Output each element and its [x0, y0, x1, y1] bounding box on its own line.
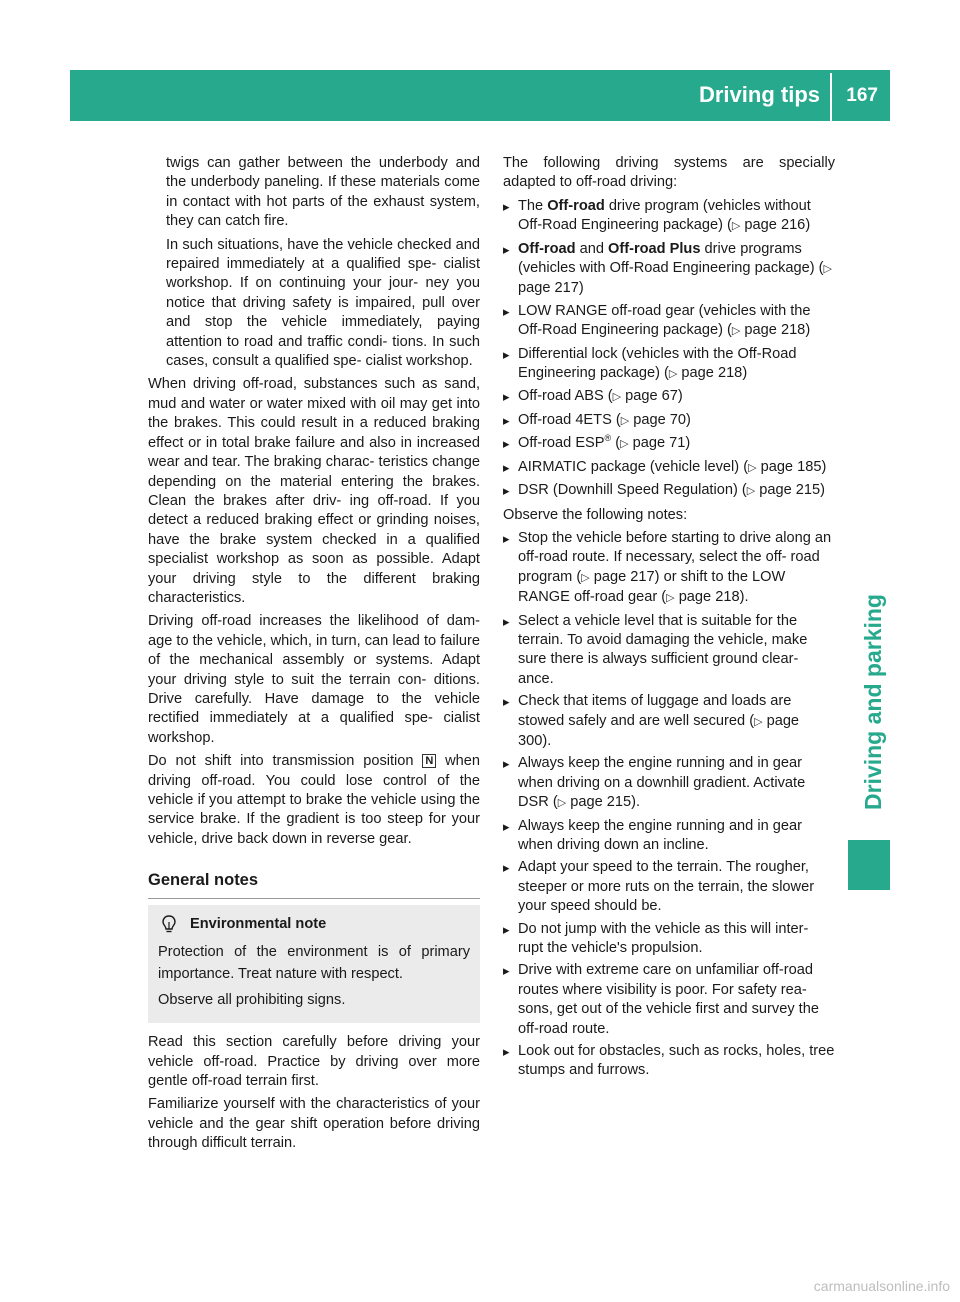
reference-arrow-icon: ▷ [557, 797, 567, 810]
reference-arrow-icon: ▷ [581, 571, 590, 584]
note-item [503, 920, 835, 959]
page-number: 167 [846, 85, 878, 106]
text-run: Off-road ABS ( [518, 388, 613, 405]
reference-arrow-icon: ▷ [666, 592, 675, 605]
paragraph: Read this section carefully before driving your vehicle off-road. Practice by driving over more gentle off-road terrain first. [148, 1034, 480, 1090]
reference-arrow-icon: ▷ [620, 438, 629, 451]
registered-mark: ® [604, 433, 612, 444]
reference-arrow-icon: ▷ [731, 220, 741, 233]
environmental-note-header [158, 913, 470, 935]
page-reference[interactable]: ▷ page 218 [731, 322, 806, 339]
paragraph: twigs can gather between the underbody and the underbody paneling. If these materials come in contact with hot parts of the exhaust system, they can catch fire. [166, 155, 480, 230]
header-divider [830, 73, 832, 121]
paragraph [148, 752, 480, 849]
notes-list [503, 529, 835, 1081]
chapter-tab-marker [848, 840, 890, 890]
paragraph: The following driving systems are specially adapted to off-road driving: [503, 155, 835, 191]
page-reference[interactable]: ▷ page 217 [581, 568, 655, 585]
note-item [503, 961, 835, 1039]
program-name: Off-road Plus [608, 240, 701, 257]
text-run: ) [805, 322, 811, 339]
environmental-note-title: Environmental note [190, 915, 327, 932]
text-run: Select a vehicle level that is suitable for the terrain. To avoid damaging the vehicle, make sure there is always sufficient ground clear- ance. [518, 612, 808, 687]
reference-arrow-icon: ▷ [731, 325, 741, 338]
note-item [503, 817, 835, 856]
reference-arrow-icon: ▷ [620, 414, 630, 427]
text-run: LOW RANGE off-road gear (vehicles with the Off-Road Engineering package) ( [518, 302, 811, 339]
driving-system-item [503, 387, 835, 407]
page-reference[interactable]: ▷ page 216 [731, 217, 806, 234]
text-run: Differential lock (vehicles with the Off-Road Engineering package) ( [518, 345, 797, 382]
program-name: Off-road [547, 197, 605, 214]
page-reference[interactable]: ▷ page 185 [748, 458, 822, 475]
environmental-note-box [148, 905, 480, 1023]
text-run: and [575, 240, 609, 257]
page-reference[interactable]: ▷ page 70 [620, 411, 687, 428]
text-run: Off-road ESP [518, 435, 605, 452]
page-reference[interactable]: ▷ page 71 [620, 435, 686, 452]
text-run: Check that items of luggage and loads are stowed safely and are well secured ( [518, 693, 792, 729]
text-run: ) or shift to the LOW RANGE off-road gear ( [518, 568, 786, 606]
driving-system-item [503, 240, 835, 299]
driving-system-item [503, 458, 835, 478]
section-header-title: Driving tips [698, 82, 820, 107]
chapter-side-label [860, 594, 886, 820]
note-item [503, 612, 835, 690]
paragraph: In such situations, have the vehicle checked and repaired immediately at a qualified spe- cialist workshop. If on continuing your jour- ney you notice that driving safety is impaired, pull over and stop the vehicle immediately, paying attention to road and traffic condi- tions. In such cases, consult a qualified spe- cialist workshop. [166, 236, 480, 370]
driving-system-item [503, 345, 835, 385]
text-run: ). [739, 589, 749, 606]
text-run: ). [631, 794, 641, 811]
text-run: ( [611, 435, 621, 452]
text-run: Do not shift into transmission position [148, 753, 423, 770]
driving-system-item [503, 302, 835, 342]
text-run: ). [542, 732, 552, 749]
text-run: Always keep the engine running and in gear when driving down an incline. [518, 817, 802, 853]
text-run: ) [742, 365, 748, 382]
driving-system-item [503, 481, 835, 501]
driving-system-item [503, 434, 835, 454]
paragraph: Driving off-road increases the likelihood of dam- age to the vehicle, which, in turn, can lead to failure of the mechanical assembly or systems. Adapt your driving style to suit the terrain con- ditions. Drive carefully. Have damage to the vehicle rectified immediately at a qualified spe- cialist workshop. [148, 613, 480, 746]
text-run: Look out for obstacles, such as rocks, holes, tree stumps and furrows. [518, 1043, 835, 1079]
text-run: drive programs (vehicles with Off-Road Engineering package) ( [518, 240, 824, 277]
note-item [503, 1042, 835, 1081]
reference-arrow-icon: ▷ [754, 715, 763, 728]
text-run: when driving off-road. You could lose control of the vehicle if you attempt to brake the vehicle using the service brake. If the gradient is too steep for your vehicle, drive back down in reverse gear. [148, 753, 480, 847]
program-name: Off-road [518, 240, 576, 257]
driving-systems-list [503, 197, 835, 502]
watermark: carmanualsonline.info [813, 1277, 950, 1294]
text-run: Always keep the engine running and in gear when driving on a downhill gradient. Activate DSR ( [518, 755, 806, 811]
text-run: ) [821, 458, 827, 475]
paragraph: When driving off-road, substances such as sand, mud and water or water mixed with oil may get into the brakes. This could result in a reduced braking effect or in total brake failure and also in increased wear and tear. The braking charac- teristics change depending on the material entering the brakes. Clean the brakes after driv- ing off-road. If you detect a reduced braking effect or grinding noises, have the brake system checked in a qualified specialist workshop as soon as possible. Adapt your driving style to the different braking characteristics. [148, 376, 480, 606]
page-reference[interactable]: ▷ page 300 [518, 712, 800, 749]
text-run: DSR (Downhill Speed Regulation) ( [518, 482, 747, 499]
page-reference[interactable]: ▷ page 218 [666, 589, 740, 606]
reference-arrow-icon: ▷ [612, 391, 622, 404]
text-run: ) [686, 411, 691, 428]
reference-arrow-icon: ▷ [668, 368, 678, 381]
header-bar [70, 70, 890, 121]
page-reference[interactable]: ▷ page 215 [557, 794, 632, 811]
text-run: Adapt your speed to the terrain. The rougher, steeper or more ruts on the terrain, the slower your speed should be. [518, 859, 815, 915]
text-run: ) [805, 217, 811, 234]
text-run: ) [578, 280, 584, 297]
environmental-note-text: Protection of the environment is of primary importance. Treat nature with respect. [158, 944, 470, 983]
text-run: AIRMATIC package (vehicle level) ( [518, 458, 749, 475]
text-run: drive program (vehicles without Off-Road Engineering package) ( [518, 197, 811, 234]
reference-arrow-icon: ▷ [748, 461, 757, 474]
driving-system-item [503, 197, 835, 237]
lightbulb-icon [158, 913, 180, 935]
text-run: Stop the vehicle before starting to drive along an off-road route. If necessary, select the off- road program ( [518, 529, 832, 585]
paragraph: Observe the following notes: [503, 506, 688, 523]
text-run: The [518, 197, 548, 214]
text-run: ) [677, 388, 683, 405]
page-reference[interactable]: ▷ page 217 [518, 263, 833, 297]
paragraph: Familiarize yourself with the characteristics of your vehicle and the gear shift operation before driving through difficult terrain. [148, 1096, 480, 1152]
note-item [503, 692, 835, 751]
neutral-position-symbol: N [422, 754, 436, 768]
page-reference[interactable]: ▷ page 67 [612, 388, 678, 405]
page-reference[interactable]: ▷ page 215 [746, 482, 821, 499]
section-title: General notes [148, 869, 480, 899]
reference-arrow-icon: ▷ [823, 263, 833, 276]
page-reference[interactable]: ▷ page 218 [668, 365, 743, 382]
text-run: Do not jump with the vehicle as this will inter- rupt the vehicle's propulsion. [518, 920, 809, 957]
driving-system-item [503, 411, 835, 431]
text-run: Drive with extreme care on unfamiliar off-road routes where visibility is poor. For safety rea- sons, get out of the vehicle first and survey the off-road route. [518, 962, 819, 1037]
text-run: ) [820, 482, 826, 499]
note-item [503, 529, 835, 609]
right-column [503, 154, 835, 1085]
reference-arrow-icon: ▷ [746, 485, 756, 498]
chapter-side-label-text: Driving and parking [860, 594, 886, 810]
note-item [503, 858, 835, 916]
text-run: Off-road 4ETS ( [518, 411, 621, 428]
text-run: ) [685, 435, 691, 452]
left-column [148, 154, 480, 1158]
environmental-note-text: Observe all prohibiting signs. [158, 992, 346, 1009]
note-item [503, 754, 835, 813]
